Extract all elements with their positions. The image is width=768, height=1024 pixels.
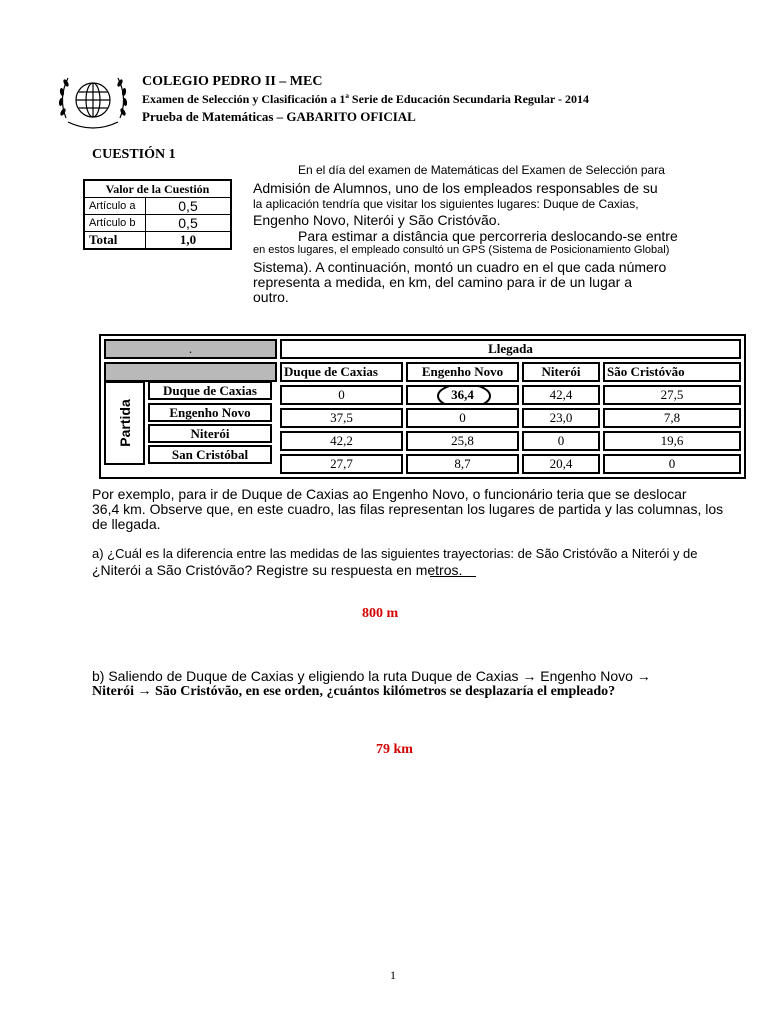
example-line-2: 36,4 km. Observe que, en este cuadro, las filas representan los lugares de partida y las columnas, los: [92, 501, 724, 517]
row-header: Engenho Novo: [148, 403, 272, 422]
part-b-line-1: b) Saliendo de Duque de Caxias y eligiendo la ruta Duque de Caxias → Engenho Novo →: [92, 668, 651, 684]
table-cell: 42,2: [280, 431, 403, 451]
school-seal-logo: [52, 68, 134, 138]
intro-line-3: la aplicación tendría que visitar los siguientes lugares: Duque de Caxias,: [253, 197, 639, 211]
table-cell: 7,8: [603, 408, 741, 428]
exam-title: Examen de Selección y Clasificación a 1ª Serie de Educación Secundaria Regular - 2014: [142, 92, 590, 106]
intro-line-4: Engenho Novo, Niterói y São Cristóvão.: [253, 212, 501, 228]
intro-line-7: Sistema). A continuación, montó un cuadro en el que cada número: [253, 259, 667, 275]
intro-line-9: outro.: [253, 289, 289, 305]
intro-line-2: Admisión de Alumnos, uno de los empleados responsables de su: [253, 180, 658, 196]
intro-line-1: En el día del examen de Matemáticas del Examen de Selección para: [298, 163, 665, 177]
value-row-label: Artículo a: [84, 198, 146, 215]
table-cell: 42,4: [522, 385, 600, 405]
table-cell: 0: [603, 454, 741, 474]
circle-mark: [436, 385, 492, 405]
table-row: [84, 198, 231, 215]
table-cell: 0: [280, 385, 403, 405]
total-value: 1,0: [146, 232, 232, 250]
question-title: CUESTIÓN 1: [92, 147, 176, 162]
page-number: 1: [390, 968, 396, 982]
column-header: Niterói: [522, 362, 600, 382]
value-row-label: Artículo b: [84, 215, 146, 232]
table-cell: 25,8: [406, 431, 519, 451]
row-header: Niterói: [148, 424, 272, 443]
intro-line-8: representa a medida, en km, del camino para ir de un lugar a: [253, 274, 632, 290]
table-cell: 20,4: [522, 454, 600, 474]
column-header: Duque de Caxias: [280, 362, 403, 382]
test-title: Prueba de Matemáticas – GABARITO OFICIAL: [142, 109, 416, 124]
table-cell: 27,7: [280, 454, 403, 474]
departure-label-cell: [104, 381, 145, 465]
table-cell: 23,0: [522, 408, 600, 428]
table-cell: 27,5: [603, 385, 741, 405]
example-line-1: Por exemplo, para ir de Duque de Caxias ao Engenho Novo, o funcionário teria que se deslocar: [92, 486, 687, 502]
table-cell: 0: [522, 431, 600, 451]
value-row-value: 0,5: [146, 198, 232, 215]
table-row: [84, 215, 231, 232]
example-line-3: de llegada.: [92, 516, 161, 532]
part-b-line-2: Niterói → São Cristóvão, en ese orden, ¿cuántos kilómetros se desplazaría el empleado?: [92, 684, 616, 699]
part-b-answer: 79 km: [376, 742, 413, 757]
arrival-header: Llegada: [280, 339, 741, 359]
value-table-header: Valor de la Cuestión: [84, 180, 231, 198]
part-a-line-2: ¿Niterói a São Cristóvão? Registre su respuesta en metros.: [92, 562, 463, 578]
highlighted-value: 36,4: [451, 387, 474, 402]
intro-line-6: en estos lugares, el empleado consultó un GPS (Sistema de Posicionamiento Global): [253, 244, 670, 256]
row-header: San Cristóbal: [148, 445, 272, 464]
column-header: São Cristóvão: [603, 362, 741, 382]
table-corner-cell: .: [104, 339, 277, 359]
table-row: [84, 232, 231, 250]
school-name: COLEGIO PEDRO II – MEC: [142, 74, 323, 89]
table-cell: 0: [406, 408, 519, 428]
question-value-table: [83, 179, 232, 250]
part-a-answer: 800 m: [362, 606, 399, 621]
row-header: Duque de Caxias: [148, 381, 272, 400]
value-row-value: 0,5: [146, 215, 232, 232]
table-gray-cell: [104, 362, 277, 382]
table-cell: 8,7: [406, 454, 519, 474]
table-cell-highlighted: [406, 385, 519, 405]
column-header: Engenho Novo: [406, 362, 519, 382]
total-label: Total: [84, 232, 146, 250]
table-cell: 37,5: [280, 408, 403, 428]
departure-label: Partida: [116, 399, 133, 447]
answer-underline: [430, 576, 476, 577]
table-cell: 19,6: [603, 431, 741, 451]
part-a-line-1: a) ¿Cuál es la diferencia entre las medidas de las siguientes trayectorias: de São Cristóvão a Niterói y de: [92, 546, 698, 561]
intro-line-5: Para estimar a distância que percorreria deslocando-se entre: [298, 228, 678, 244]
